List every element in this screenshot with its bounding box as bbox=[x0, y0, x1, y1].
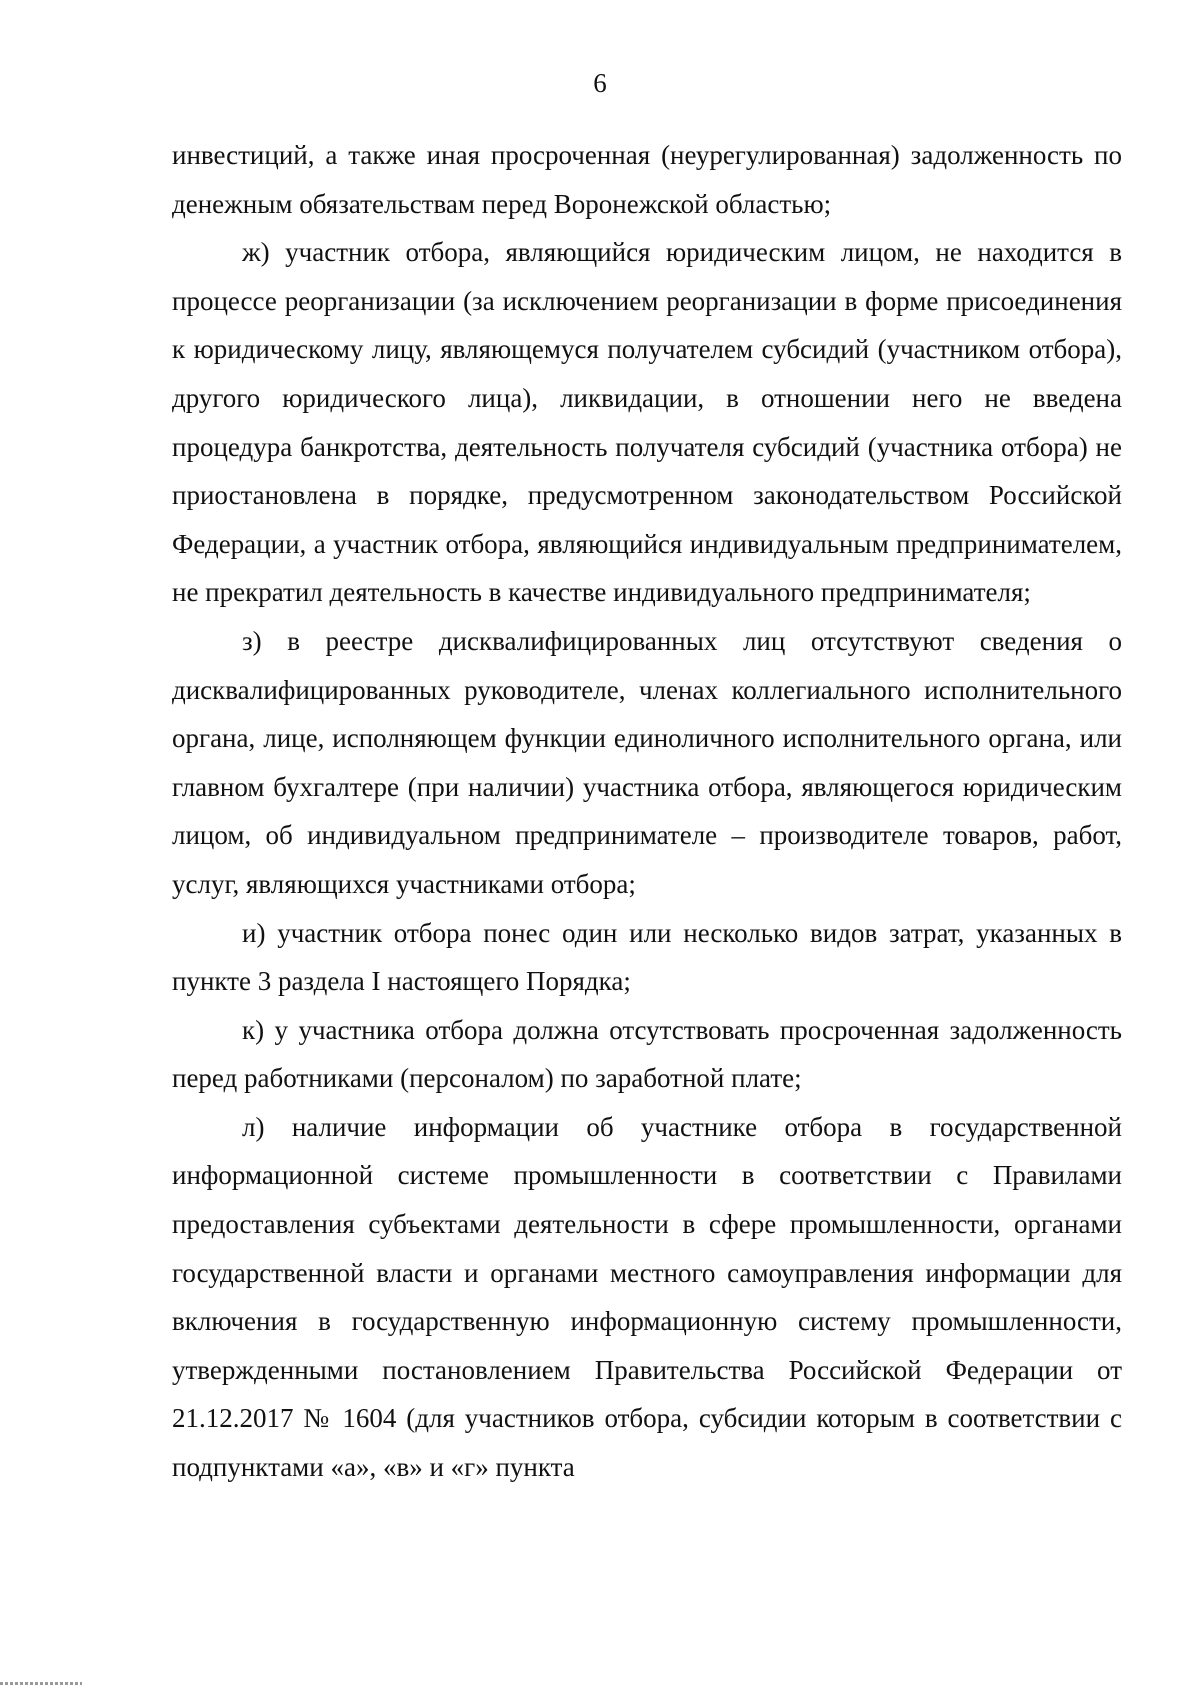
page-number: 6 bbox=[593, 68, 607, 98]
paragraph-item-l: л) наличие информации об участнике отбора в государственной информационной системе промышленности в соответствии с Правилами предоставления субъектами деятельности в сфере промышленности, органами государственной власти и органами местного самоуправления информации для включения в государственную информационную систему промышленности, утвержденными постановлением Правительства Российской Федерации от 21.12.2017 № 1604 (для участников отбора, субсидии которым в соответствии с подпунктами «а», «в» и «г» пункта bbox=[172, 1111, 1122, 1483]
paragraph-item-k: к) у участника отбора должна отсутствовать просроченная задолженность перед работниками (персоналом) по заработной плате; bbox=[172, 1014, 1122, 1094]
paragraph-continuation: инвестиций, а также иная просроченная (неурегулированная) задолженность по денежным обязательствам перед Воронежской областью; bbox=[172, 140, 1122, 219]
paragraph-item-i: и) участник отбора понес один или несколько видов затрат, указанных в пункте 3 раздела I настоящего Порядка; bbox=[172, 917, 1122, 997]
paragraph-item-z: з) в реестре дисквалифицированных лиц отсутствуют сведения о дисквалифицированных руководителе, членах коллегиального исполнительного органа, лице, исполняющем функции единоличного исполнительного органа, или главном бухгалтере (при наличии) участника отбора, являющегося юридическим лицом, об индивидуальном предпринимателе – производителе товаров, работ, услуг, являющихся участниками отбора; bbox=[172, 625, 1122, 899]
scan-edge-mark bbox=[0, 1682, 82, 1685]
document-body bbox=[172, 131, 1122, 1492]
paragraph-item-zh: ж) участник отбора, являющийся юридическим лицом, не находится в процессе реорганизации (за исключением реорганизации в форме присоединения к юридическому лицу, являющемуся получателем субсидий (участником отбора), другого юридического лица), ликвидации, в отношении него не введена процедура банкротства, деятельность получателя субсидий (участника отбора) не приостановлена в порядке, предусмотренном законодательством Российской Федерации, а участник отбора, являющийся индивидуальным предпринимателем, не прекратил деятельность в качестве индивидуального предпринимателя; bbox=[172, 237, 1122, 608]
